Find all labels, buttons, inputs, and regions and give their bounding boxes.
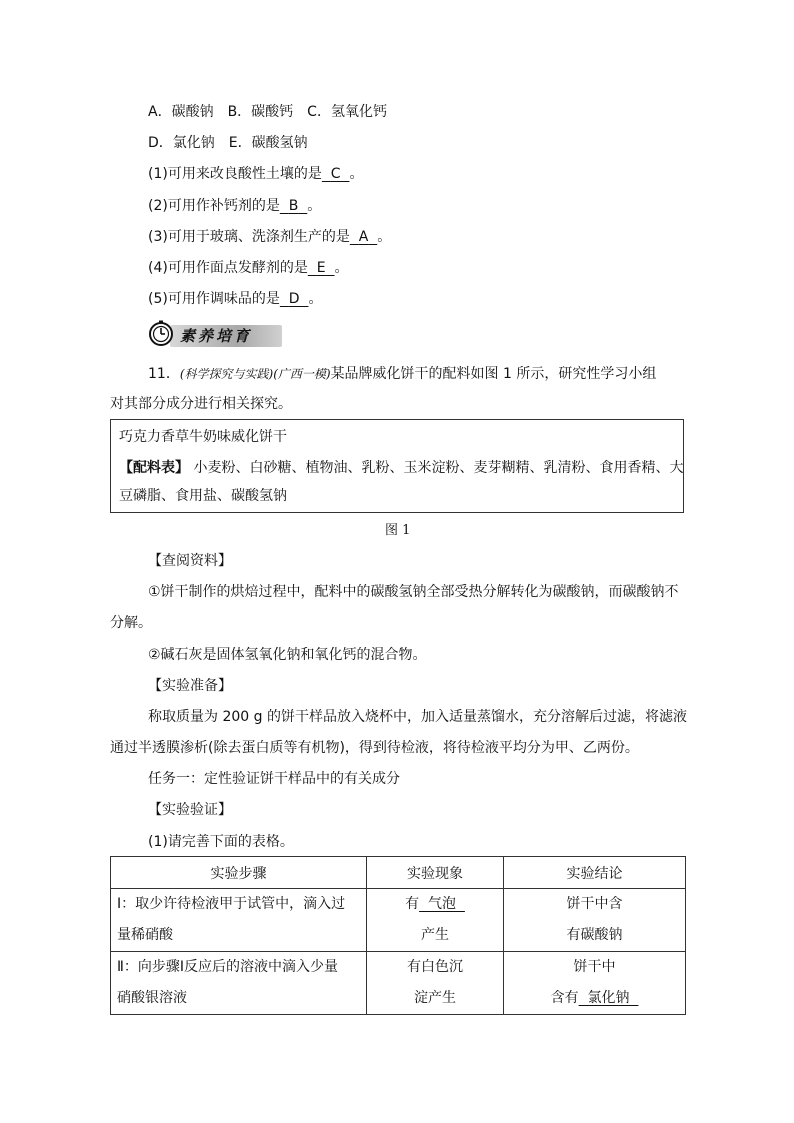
q11-tag: (科学探究与实践)(广西一模) xyxy=(179,367,331,381)
answer-5: D xyxy=(288,291,300,307)
options-line-2: D．氯化钠 E．碳酸氢钠 xyxy=(148,135,308,151)
row1-step: Ⅰ：取少许待检液甲于试管中，滴入过 量稀硝酸 xyxy=(111,889,367,952)
info-p1-line-2: 分解。 xyxy=(110,615,152,631)
options-line-1: A．碳酸钠 B．碳酸钙 C．氢氧化钙 xyxy=(148,104,387,120)
question-2: (2)可用作补钙剂的是 B 。 xyxy=(148,198,322,214)
prep-line-2: 通过半透膜渗析(除去蛋白质等有机物)，得到待检液，将待检液平均分为甲、乙两份。 xyxy=(110,740,639,756)
info-p2: ②碱石灰是固体氢氧化钠和氧化钙的混合物。 xyxy=(148,647,427,663)
question-4: (4)可用作面点发酵剂的是 E 。 xyxy=(148,260,349,276)
answer-2: B xyxy=(288,198,299,214)
section-banner xyxy=(148,318,278,350)
ingredients-label: 【配料表】 xyxy=(119,460,189,476)
ingredients-line-1: 【配料表】 小麦粉、白砂糖、植物油、乳粉、玉米淀粉、麦芽糊精、乳清粉、食用香精、大 xyxy=(119,460,684,476)
question-5: (5)可用作调味品的是 D 。 xyxy=(148,291,323,307)
experiment-table xyxy=(110,856,686,1015)
figure-1-box xyxy=(110,419,684,513)
table-header-row xyxy=(111,857,686,889)
table-row xyxy=(111,952,686,1015)
q11-line-1: 11．(科学探究与实践)(广西一模)某品牌威化饼干的配料如图 1 所示，研究性学习小组 xyxy=(148,366,657,382)
info-heading: 【查阅资料】 xyxy=(148,553,232,569)
verify-heading: 【实验验证】 xyxy=(148,802,232,818)
prep-line-1: 称取质量为 200 g 的饼干样品放入烧杯中，加入适量蒸馏水，充分溶解后过滤，将滤液 xyxy=(148,709,687,725)
verify-instruction: (1)请完善下面的表格。 xyxy=(148,834,294,850)
question-1: (1)可用来改良酸性土壤的是 C 。 xyxy=(148,166,364,182)
row1-answer: 气泡 xyxy=(428,896,456,912)
header-step: 实验步骤 xyxy=(111,857,367,889)
answer-3: A xyxy=(358,229,369,245)
header-observation: 实验现象 xyxy=(367,857,504,889)
question-3: (3)可用于玻璃、洗涤剂生产的是 A 。 xyxy=(148,229,392,245)
info-p1-line-1: ①饼干制作的烘焙过程中，配料中的碳酸氢钠全部受热分解转化为碳酸钠，而碳酸钠不 xyxy=(148,584,679,600)
prep-heading: 【实验准备】 xyxy=(148,678,232,694)
task-1: 任务一：定性验证饼干样品中的有关成分 xyxy=(148,771,400,787)
row2-step: Ⅱ：向步骤Ⅰ反应后的溶液中滴入少量 硝酸银溶液 xyxy=(111,952,367,1015)
row2-answer: 氯化钠 xyxy=(587,990,630,1006)
figure-caption: 图 1 xyxy=(385,523,411,538)
stopwatch-icon xyxy=(148,320,174,346)
row1-observation: 有 气泡 产生 xyxy=(367,889,504,952)
banner-title: 素养培育 xyxy=(180,327,253,345)
row1-conclusion: 饼干中含 有碳酸钠 xyxy=(504,889,686,952)
row2-conclusion: 饼干中 含有 氯化钠 xyxy=(504,952,686,1015)
row2-observation: 有白色沉 淀产生 xyxy=(367,952,504,1015)
table-row xyxy=(111,889,686,952)
ingredients-line-2: 豆磷脂、食用盐、碳酸氢钠 xyxy=(119,488,287,504)
q11-line-2: 对其部分成分进行相关探究。 xyxy=(110,396,292,412)
answer-4: E xyxy=(316,260,326,276)
header-conclusion: 实验结论 xyxy=(504,857,686,889)
product-name: 巧克力香草牛奶味威化饼干 xyxy=(119,429,287,445)
answer-1: C xyxy=(330,166,341,182)
